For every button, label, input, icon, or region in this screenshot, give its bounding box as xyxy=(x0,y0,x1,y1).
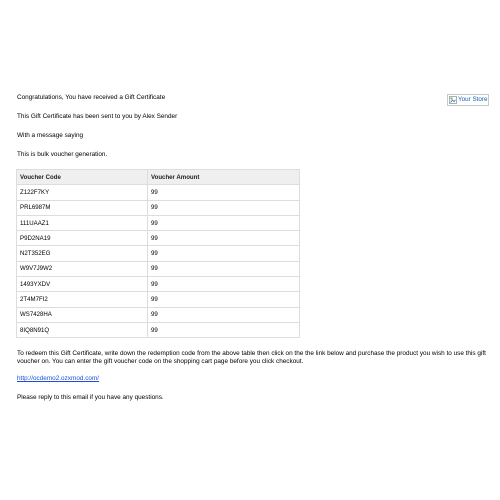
voucher-amount-cell: 99 xyxy=(148,215,300,230)
store-url-link[interactable]: http://ocdemo2.ozxmod.com/ xyxy=(17,375,100,382)
store-logo-alt-text: Your Store xyxy=(458,95,488,103)
voucher-amount-column-header: Voucher Amount xyxy=(148,170,300,185)
voucher-code-cell: 111UAAZ1 xyxy=(17,215,148,230)
voucher-code-cell: 1493YXDV xyxy=(17,277,148,292)
custom-message-text: This is bulk voucher generation. xyxy=(17,151,108,158)
voucher-amount-cell: 99 xyxy=(148,307,300,322)
voucher-code-cell: PRL6987M xyxy=(17,200,148,215)
table-row xyxy=(17,322,300,337)
reply-text: Please reply to this email if you have any questions. xyxy=(17,394,164,401)
table-row xyxy=(17,292,300,307)
voucher-amount-cell: 99 xyxy=(148,322,300,337)
voucher-table xyxy=(16,169,300,338)
table-row xyxy=(17,185,300,200)
voucher-amount-cell: 99 xyxy=(148,261,300,276)
sender-text: This Gift Certificate has been sent to you by Alex Sender xyxy=(17,113,178,120)
voucher-amount-cell: 99 xyxy=(148,200,300,215)
voucher-code-cell: N2T352EG xyxy=(17,246,148,261)
voucher-amount-cell: 99 xyxy=(148,231,300,246)
table-row xyxy=(17,200,300,215)
voucher-code-cell: Z122F7KY xyxy=(17,185,148,200)
voucher-code-cell: W9V7J9W2 xyxy=(17,261,148,276)
voucher-amount-cell: 99 xyxy=(148,292,300,307)
table-row xyxy=(17,231,300,246)
voucher-code-cell: 8IQ8N91Q xyxy=(17,322,148,337)
table-row xyxy=(17,277,300,292)
table-row xyxy=(17,307,300,322)
voucher-amount-cell: 99 xyxy=(148,277,300,292)
store-logo-link[interactable] xyxy=(447,94,489,106)
redeem-instructions-text: To redeem this Gift Certificate, write down the redemption code from the above table then click on the the link below and purchase the product you wish to use this gift voucher on. You can enter the gift voucher code on the shopping cart page before you click checkout. xyxy=(17,350,486,366)
voucher-code-cell: 2T4M7FI2 xyxy=(17,292,148,307)
voucher-amount-cell: 99 xyxy=(148,185,300,200)
congratulations-text: Congratulations, You have received a Gift Certificate xyxy=(17,94,166,101)
message-intro-text: With a message saying xyxy=(17,132,84,139)
table-row xyxy=(17,261,300,276)
voucher-amount-cell: 99 xyxy=(148,246,300,261)
voucher-code-column-header: Voucher Code xyxy=(17,170,148,185)
voucher-table-header-row xyxy=(17,170,300,185)
table-row xyxy=(17,246,300,261)
broken-image-icon xyxy=(449,96,457,104)
voucher-code-cell: P9D2NA19 xyxy=(17,231,148,246)
table-row xyxy=(17,215,300,230)
voucher-code-cell: WS7428HA xyxy=(17,307,148,322)
